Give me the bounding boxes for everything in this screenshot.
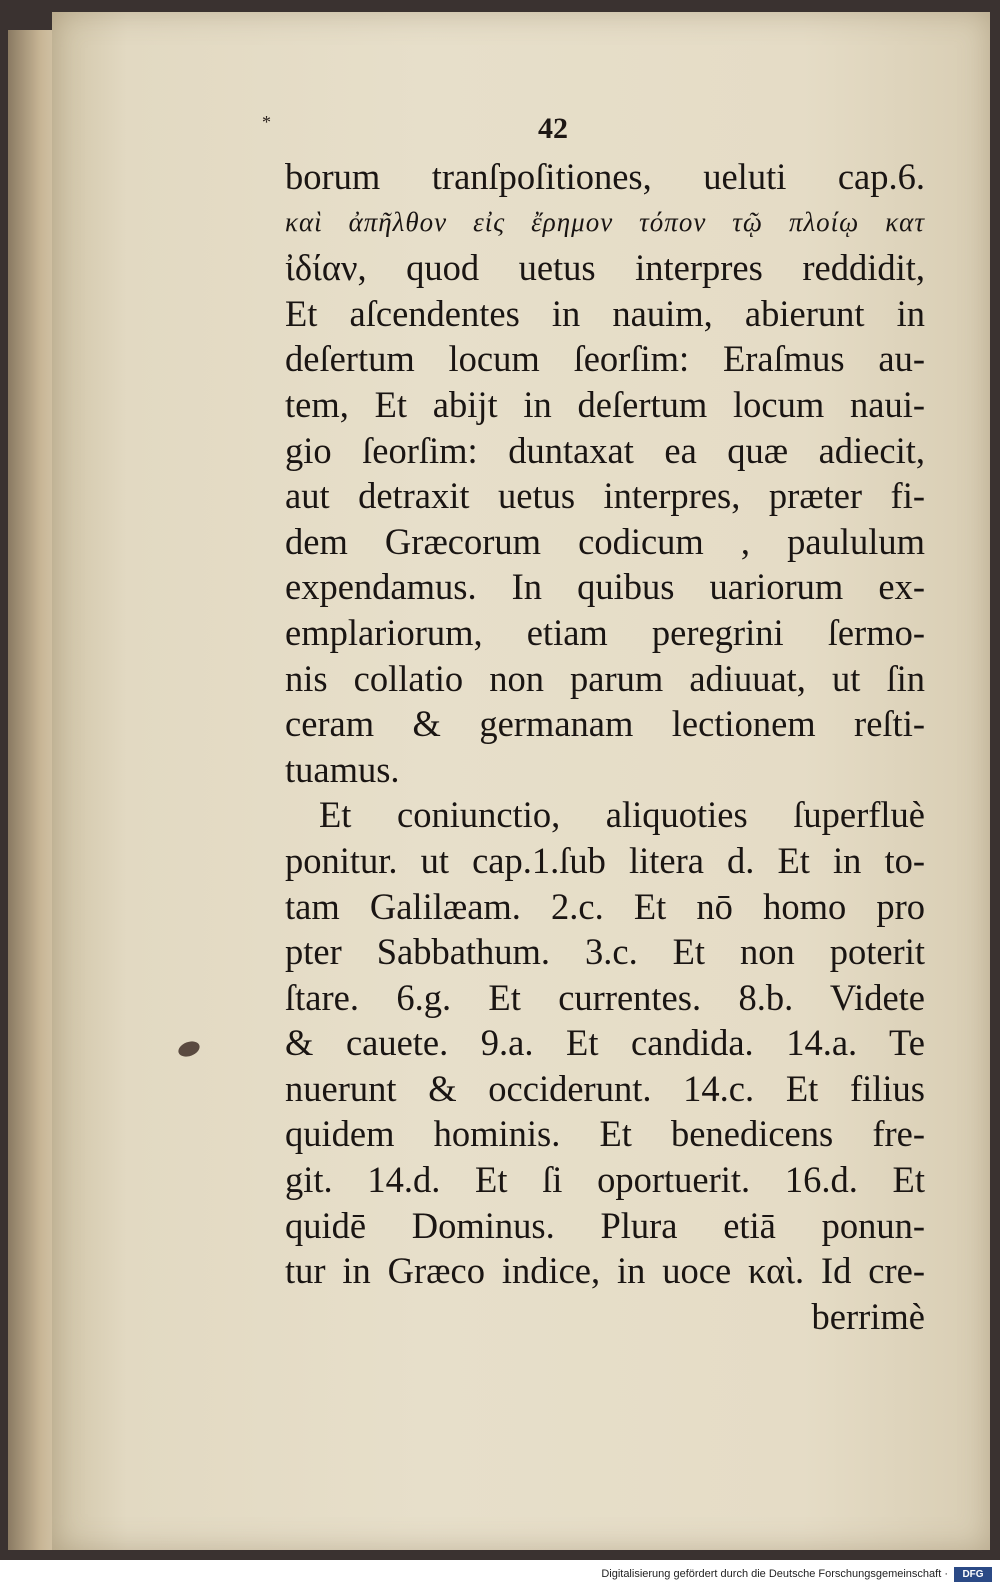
text-line: tuamus. xyxy=(285,748,400,790)
text-line: emplariorum, etiam peregrini ſermo- xyxy=(285,611,925,653)
text-line: berrimè xyxy=(811,1295,925,1337)
text-line: quidē Dominus. Plura etiā ponun- xyxy=(285,1204,925,1246)
text-line: ἰδίαν, quod uetus interpres reddidit, xyxy=(285,247,925,289)
text-line: tur in Græco indice, in uoce καὶ. Id cre- xyxy=(285,1250,925,1292)
text-line: git. 14.d. Et ſi oportuerit. 16.d. Et xyxy=(285,1159,925,1201)
footer-bar xyxy=(0,1560,1000,1590)
footer-credit: Digitalisierung gefördert durch die Deutsche Forschungsgemeinschaft · xyxy=(601,1568,948,1580)
text-line: dem Græcorum codicum , paululum xyxy=(285,520,925,562)
text-line: Et aſcendentes in nauim, abierunt in xyxy=(285,292,925,334)
text-line: borum tranſpoſitiones, ueluti cap.6. xyxy=(285,156,925,197)
text-line: ſtare. 6.g. Et currentes. 8.b. Videte xyxy=(285,976,925,1018)
text-line: quidem hominis. Et benedicens fre- xyxy=(285,1113,925,1155)
text-line: καὶ ἀπῆλθον εἰς ἔρημον τόπον τῷ πλοίῳ κατ xyxy=(285,206,925,237)
text-line: tam Galilæam. 2.c. Et nō homo pro xyxy=(285,885,925,927)
text-line: ponitur. ut cap.1.ſub litera d. Et in to- xyxy=(285,839,925,881)
text-line: Et coniunctio, aliquoties ſuperfluè xyxy=(319,794,925,836)
page-number: 42 xyxy=(538,112,568,145)
text-line: deſertum locum ſeorſim: Eraſmus au- xyxy=(285,338,925,380)
text-line: & cauete. 9.a. Et candida. 14.a. Te xyxy=(285,1022,925,1064)
text-line: tem, Et abijt in deſertum locum naui- xyxy=(285,383,925,425)
text-line: ceram & germanam lectionem reſti- xyxy=(285,703,925,745)
text-line: aut detraxit uetus interpres, præter fi- xyxy=(285,475,925,517)
text-line: nis collatio non parum adiuuat, ut ſin xyxy=(285,657,925,699)
text-line: expendamus. In quibus uariorum ex- xyxy=(285,566,925,608)
text-line: gio ſeorſim: duntaxat ea quæ adiecit, xyxy=(285,429,925,471)
dfg-logo: DFG xyxy=(954,1567,992,1582)
text-line: pter Sabbathum. 3.c. Et non poterit xyxy=(285,931,925,973)
corner-mark: * xyxy=(262,112,271,132)
body-text xyxy=(285,154,925,1339)
text-line: nuerunt & occiderunt. 14.c. Et filius xyxy=(285,1067,925,1109)
